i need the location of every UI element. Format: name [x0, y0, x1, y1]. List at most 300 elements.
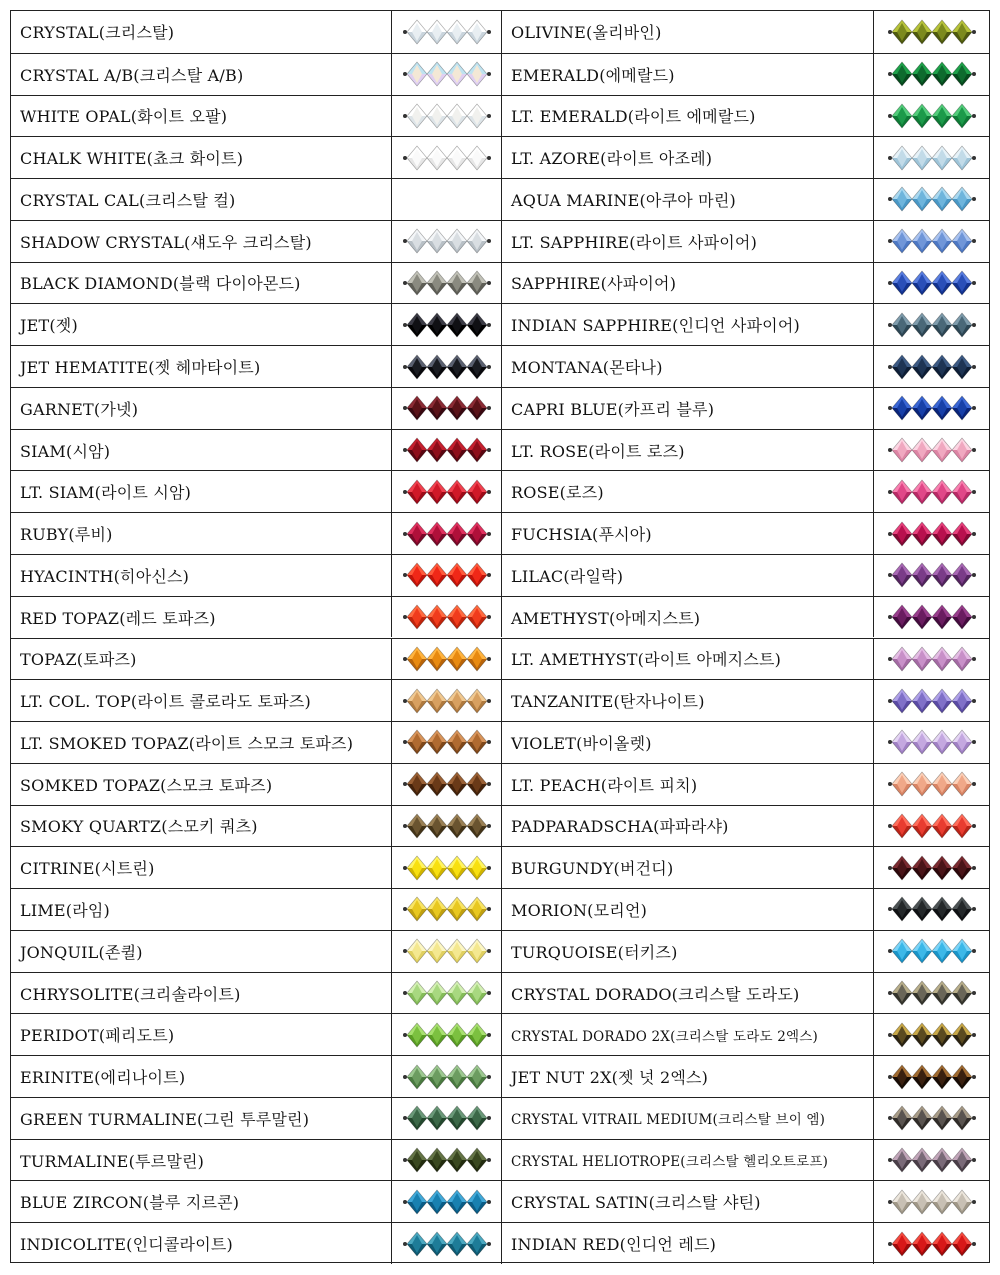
bead	[932, 187, 952, 211]
bead-strand-image	[401, 687, 493, 715]
table-row	[11, 53, 989, 95]
color-name-left: LIME(라임)	[20, 900, 111, 920]
bead	[932, 396, 952, 420]
bead-strand-image	[886, 645, 978, 673]
bead	[447, 605, 467, 629]
table-row	[11, 721, 989, 763]
bead-strand-image	[886, 1104, 978, 1132]
bead-strand-image	[401, 854, 493, 882]
bead	[932, 313, 952, 337]
bead-swatch-left	[391, 1056, 501, 1097]
bead-swatch-left	[391, 931, 501, 972]
bead-swatch-left	[391, 179, 501, 220]
bead	[932, 522, 952, 546]
bead	[467, 605, 487, 629]
bead-swatch-left	[391, 346, 501, 387]
color-name-left: JONQUIL(존퀼)	[20, 942, 143, 962]
color-name-left: SIAM(시암)	[20, 441, 111, 461]
bead	[912, 146, 932, 170]
color-name-right: MONTANA(몬타나)	[501, 346, 873, 387]
bead	[912, 730, 932, 754]
bead	[912, 229, 932, 253]
bead	[467, 62, 487, 86]
bead-strand-image	[886, 603, 978, 631]
bead-strand-image	[886, 1188, 978, 1216]
bead	[932, 62, 952, 86]
bead	[407, 981, 427, 1005]
bead	[447, 1065, 467, 1089]
bead	[427, 480, 447, 504]
bead-swatch-left	[391, 889, 501, 930]
bead	[952, 229, 972, 253]
bead	[932, 20, 952, 44]
bead	[407, 647, 427, 671]
bead	[932, 271, 952, 295]
bead-strand-image	[886, 353, 978, 381]
bead-swatch-left	[391, 555, 501, 596]
bead	[427, 856, 447, 880]
bead	[892, 981, 912, 1005]
bead	[447, 1232, 467, 1256]
color-name-right: VIOLET(바이올렛)	[501, 722, 873, 763]
bead-strand-image	[886, 770, 978, 798]
bead	[932, 1106, 952, 1130]
bead	[932, 1190, 952, 1214]
table-row	[11, 470, 989, 512]
table-row	[11, 763, 989, 805]
color-name-right: MORION(모리언)	[501, 889, 873, 930]
bead	[407, 1065, 427, 1089]
bead	[407, 1232, 427, 1256]
color-name-right: CAPRI BLUE(카프리 블루)	[501, 388, 873, 429]
bead	[407, 271, 427, 295]
bead	[427, 1232, 447, 1256]
color-name-left: GARNET(가넷)	[20, 399, 139, 419]
bead	[912, 563, 932, 587]
bead	[427, 772, 447, 796]
bead	[892, 480, 912, 504]
bead	[952, 981, 972, 1005]
bead	[447, 396, 467, 420]
bead-strand-image	[401, 603, 493, 631]
bead	[467, 814, 487, 838]
bead-strand-image	[886, 102, 978, 130]
bead-swatch-left	[391, 1014, 501, 1055]
bead-strand-image	[886, 227, 978, 255]
bead	[427, 522, 447, 546]
bead-strand-image	[401, 311, 493, 339]
bead-strand-image	[886, 311, 978, 339]
bead-swatch-left	[391, 430, 501, 471]
bead	[407, 1148, 427, 1172]
bead-swatch-left	[391, 597, 501, 638]
bead	[407, 563, 427, 587]
bead-swatch-right	[873, 221, 989, 262]
table-row	[11, 1139, 989, 1181]
table-row	[11, 1055, 989, 1097]
bead	[952, 187, 972, 211]
bead	[892, 146, 912, 170]
bead	[407, 146, 427, 170]
bead-swatch-right	[873, 1140, 989, 1181]
color-name-right: TANZANITE(탄자나이트)	[501, 680, 873, 721]
bead	[427, 313, 447, 337]
bead-strand-image	[886, 895, 978, 923]
color-name-right: LT. AMETHYST(라이트 아메지스트)	[501, 639, 873, 680]
color-name-right: LT. AZORE(라이트 아조레)	[501, 137, 873, 178]
bead	[912, 104, 932, 128]
bead-swatch-right	[873, 806, 989, 847]
bead	[427, 897, 447, 921]
bead	[912, 271, 932, 295]
bead	[912, 480, 932, 504]
bead	[952, 522, 972, 546]
table-row	[11, 930, 989, 972]
color-name-left: CRYSTAL(크리스탈)	[20, 23, 175, 43]
bead-swatch-right	[873, 597, 989, 638]
color-name-left: JET HEMATITE(젯 헤마타이트)	[20, 358, 261, 377]
color-name-right: CRYSTAL DORADO(크리스탈 도라도)	[501, 973, 873, 1014]
bead	[427, 355, 447, 379]
bead	[407, 1106, 427, 1130]
bead-strand-image	[401, 728, 493, 756]
bead-strand-image	[886, 979, 978, 1007]
bead	[467, 897, 487, 921]
bead	[447, 438, 467, 462]
bead	[467, 1190, 487, 1214]
bead	[892, 313, 912, 337]
bead	[447, 271, 467, 295]
color-name-right: TURQUOISE(터키즈)	[501, 931, 873, 972]
bead	[467, 146, 487, 170]
bead	[952, 939, 972, 963]
color-name-left: SHADOW CRYSTAL(섀도우 크리스탈)	[20, 232, 312, 252]
bead-strand-image	[886, 18, 978, 46]
bead	[892, 939, 912, 963]
bead-swatch-right	[873, 889, 989, 930]
bead-swatch-right	[873, 11, 989, 53]
bead	[912, 772, 932, 796]
bead	[447, 355, 467, 379]
bead-swatch-right	[873, 96, 989, 137]
bead	[427, 814, 447, 838]
bead	[407, 313, 427, 337]
bead	[912, 981, 932, 1005]
bead-strand-image	[886, 60, 978, 88]
bead	[467, 480, 487, 504]
bead-strand-image	[401, 770, 493, 798]
bead	[932, 104, 952, 128]
table-row	[11, 262, 989, 304]
bead-strand-image	[886, 1230, 978, 1258]
bead	[932, 647, 952, 671]
table-row	[11, 429, 989, 471]
bead	[407, 438, 427, 462]
bead-strand-image	[401, 394, 493, 422]
bead	[912, 647, 932, 671]
bead	[952, 355, 972, 379]
table-row	[11, 1222, 989, 1264]
bead-strand-image	[401, 478, 493, 506]
bead-strand-image	[401, 353, 493, 381]
bead	[467, 689, 487, 713]
color-name-right: LT. EMERALD(라이트 에메랄드)	[501, 96, 873, 137]
bead	[892, 1190, 912, 1214]
bead	[467, 438, 487, 462]
bead	[952, 1106, 972, 1130]
bead	[407, 897, 427, 921]
bead-swatch-left	[391, 639, 501, 680]
bead	[427, 605, 447, 629]
bead	[952, 1190, 972, 1214]
bead	[952, 104, 972, 128]
bead	[952, 438, 972, 462]
bead	[467, 981, 487, 1005]
bead-swatch-right	[873, 1098, 989, 1139]
color-name-right: AQUA MARINE(아쿠아 마린)	[501, 179, 873, 220]
bead-strand-image	[401, 1104, 493, 1132]
bead	[407, 814, 427, 838]
bead	[427, 1190, 447, 1214]
color-name-left: PERIDOT(페리도트)	[20, 1026, 175, 1046]
bead	[932, 480, 952, 504]
bead	[912, 396, 932, 420]
bead-swatch-right	[873, 931, 989, 972]
bead	[952, 396, 972, 420]
bead	[427, 396, 447, 420]
bead-strand-image	[886, 185, 978, 213]
bead	[912, 1190, 932, 1214]
color-name-right: ROSE(로즈)	[501, 471, 873, 512]
color-name-left: SOMKED TOPAZ(스모크 토파즈)	[20, 775, 273, 795]
color-name-right: PADPARADSCHA(파파라샤)	[501, 806, 873, 847]
bead-swatch-left	[391, 263, 501, 304]
color-name-left: CHRYSOLITE(크리솔라이트)	[20, 984, 241, 1004]
bead-strand-image	[886, 394, 978, 422]
bead-swatch-left	[391, 513, 501, 554]
bead	[427, 146, 447, 170]
bead-strand-image	[886, 1063, 978, 1091]
bead	[467, 1106, 487, 1130]
color-name-right: CRYSTAL DORADO 2X(크리스탈 도라도 2엑스)	[501, 1014, 873, 1055]
color-name-left: CRYSTAL A/B(크리스탈 A/B)	[20, 65, 244, 85]
bead	[427, 689, 447, 713]
bead	[892, 271, 912, 295]
bead	[427, 20, 447, 44]
bead-swatch-left	[391, 54, 501, 95]
bead	[467, 271, 487, 295]
table-row	[11, 387, 989, 429]
bead	[912, 187, 932, 211]
table-row	[11, 638, 989, 680]
bead	[427, 1023, 447, 1047]
bead-swatch-right	[873, 513, 989, 554]
table-row	[11, 512, 989, 554]
bead	[407, 355, 427, 379]
bead	[447, 897, 467, 921]
bead	[447, 856, 467, 880]
bead	[892, 689, 912, 713]
color-name-left: CITRINE(시트린)	[20, 859, 155, 879]
bead	[952, 647, 972, 671]
color-name-left: RED TOPAZ(레드 토파즈)	[20, 608, 216, 628]
color-name-left: INDICOLITE(인디콜라이트)	[20, 1235, 233, 1255]
bead	[952, 1148, 972, 1172]
bead-swatch-right	[873, 639, 989, 680]
bead-swatch-right	[873, 764, 989, 805]
bead	[912, 1065, 932, 1089]
bead	[407, 20, 427, 44]
bead	[952, 313, 972, 337]
color-name-left: HYACINTH(히아신스)	[20, 566, 190, 586]
bead-swatch-right	[873, 1056, 989, 1097]
bead	[932, 146, 952, 170]
bead-strand-image	[401, 561, 493, 589]
color-name-right: JET NUT 2X(젯 넛 2엑스)	[501, 1056, 873, 1097]
bead	[932, 563, 952, 587]
bead	[467, 522, 487, 546]
bead	[932, 1065, 952, 1089]
color-name-left: GREEN TURMALINE(그린 투루말린)	[20, 1109, 310, 1129]
table-row	[11, 596, 989, 638]
color-name-left: SMOKY QUARTZ(스모키 쿼츠)	[20, 817, 258, 837]
bead	[912, 605, 932, 629]
color-name-left: LT. COL. TOP(라이트 콜로라도 토파즈)	[20, 692, 311, 712]
bead	[952, 146, 972, 170]
bead	[952, 730, 972, 754]
bead-swatch-right	[873, 680, 989, 721]
bead	[912, 20, 932, 44]
bead	[912, 1232, 932, 1256]
bead-swatch-right	[873, 471, 989, 512]
bead-swatch-left	[391, 388, 501, 429]
bead-strand-image	[886, 728, 978, 756]
bead	[447, 1106, 467, 1130]
color-name-right: INDIAN RED(인디언 레드)	[501, 1223, 873, 1264]
bead	[407, 396, 427, 420]
bead	[407, 772, 427, 796]
bead-swatch-left	[391, 722, 501, 763]
color-name-right: EMERALD(에메랄드)	[501, 54, 873, 95]
color-name-right: LILAC(라일락)	[501, 555, 873, 596]
bead	[467, 1148, 487, 1172]
bead-strand-image	[401, 60, 493, 88]
bead	[952, 20, 972, 44]
bead	[447, 772, 467, 796]
color-name-left: TURMALINE(투르말린)	[20, 1151, 205, 1171]
bead	[407, 689, 427, 713]
table-row	[11, 220, 989, 262]
bead	[467, 396, 487, 420]
bead-strand-image	[886, 561, 978, 589]
bead-strand-image	[886, 687, 978, 715]
color-name-right: AMETHYST(아메지스트)	[501, 597, 873, 638]
bead	[447, 313, 467, 337]
table-row	[11, 554, 989, 596]
bead	[952, 271, 972, 295]
bead-swatch-right	[873, 137, 989, 178]
bead	[892, 187, 912, 211]
bead	[467, 730, 487, 754]
bead-strand-image	[401, 436, 493, 464]
bead	[892, 1023, 912, 1047]
bead	[407, 939, 427, 963]
color-name-right: CRYSTAL SATIN(크리스탈 샤틴)	[501, 1181, 873, 1222]
bead	[912, 856, 932, 880]
bead	[447, 981, 467, 1005]
bead-swatch-left	[391, 221, 501, 262]
bead	[467, 647, 487, 671]
bead	[892, 814, 912, 838]
bead-strand-image	[401, 1230, 493, 1258]
bead	[892, 730, 912, 754]
bead-swatch-left	[391, 764, 501, 805]
bead	[447, 814, 467, 838]
bead-swatch-right	[873, 973, 989, 1014]
bead-strand-image	[401, 520, 493, 548]
bead	[952, 480, 972, 504]
table-row	[11, 1180, 989, 1222]
bead	[932, 1232, 952, 1256]
table-row	[11, 136, 989, 178]
bead	[892, 856, 912, 880]
bead-strand-image	[886, 937, 978, 965]
bead	[447, 1148, 467, 1172]
color-name-left: LT. SMOKED TOPAZ(라이트 스모크 토파즈)	[20, 733, 354, 753]
bead-strand-image	[401, 1021, 493, 1049]
bead	[407, 1023, 427, 1047]
bead	[407, 62, 427, 86]
bead	[952, 62, 972, 86]
color-name-right: FUCHSIA(푸시아)	[501, 513, 873, 554]
color-name-left: TOPAZ(토파즈)	[20, 650, 137, 670]
bead	[407, 1190, 427, 1214]
bead-swatch-left	[391, 304, 501, 345]
bead-strand-image	[401, 269, 493, 297]
bead-swatch-left	[391, 96, 501, 137]
bead	[447, 20, 467, 44]
bead	[467, 1232, 487, 1256]
bead	[932, 981, 952, 1005]
color-name-left: JET(젯)	[20, 316, 78, 336]
bead	[932, 772, 952, 796]
table-row	[11, 1097, 989, 1139]
bead	[892, 62, 912, 86]
bead	[932, 814, 952, 838]
bead-swatch-right	[873, 430, 989, 471]
bead	[892, 772, 912, 796]
bead	[932, 605, 952, 629]
bead-swatch-right	[873, 847, 989, 888]
bead	[952, 856, 972, 880]
bead	[912, 313, 932, 337]
bead-strand-image	[401, 1063, 493, 1091]
bead	[912, 1106, 932, 1130]
bead	[427, 730, 447, 754]
color-name-left: ERINITE(에리나이트)	[20, 1068, 186, 1088]
bead	[407, 605, 427, 629]
bead	[952, 605, 972, 629]
bead-strand-image	[401, 1146, 493, 1174]
bead	[447, 229, 467, 253]
bead-swatch-left	[391, 471, 501, 512]
bead	[447, 563, 467, 587]
color-name-right: LT. PEACH(라이트 피치)	[501, 764, 873, 805]
bead-strand-image	[886, 436, 978, 464]
bead	[912, 689, 932, 713]
bead	[427, 229, 447, 253]
bead	[932, 856, 952, 880]
